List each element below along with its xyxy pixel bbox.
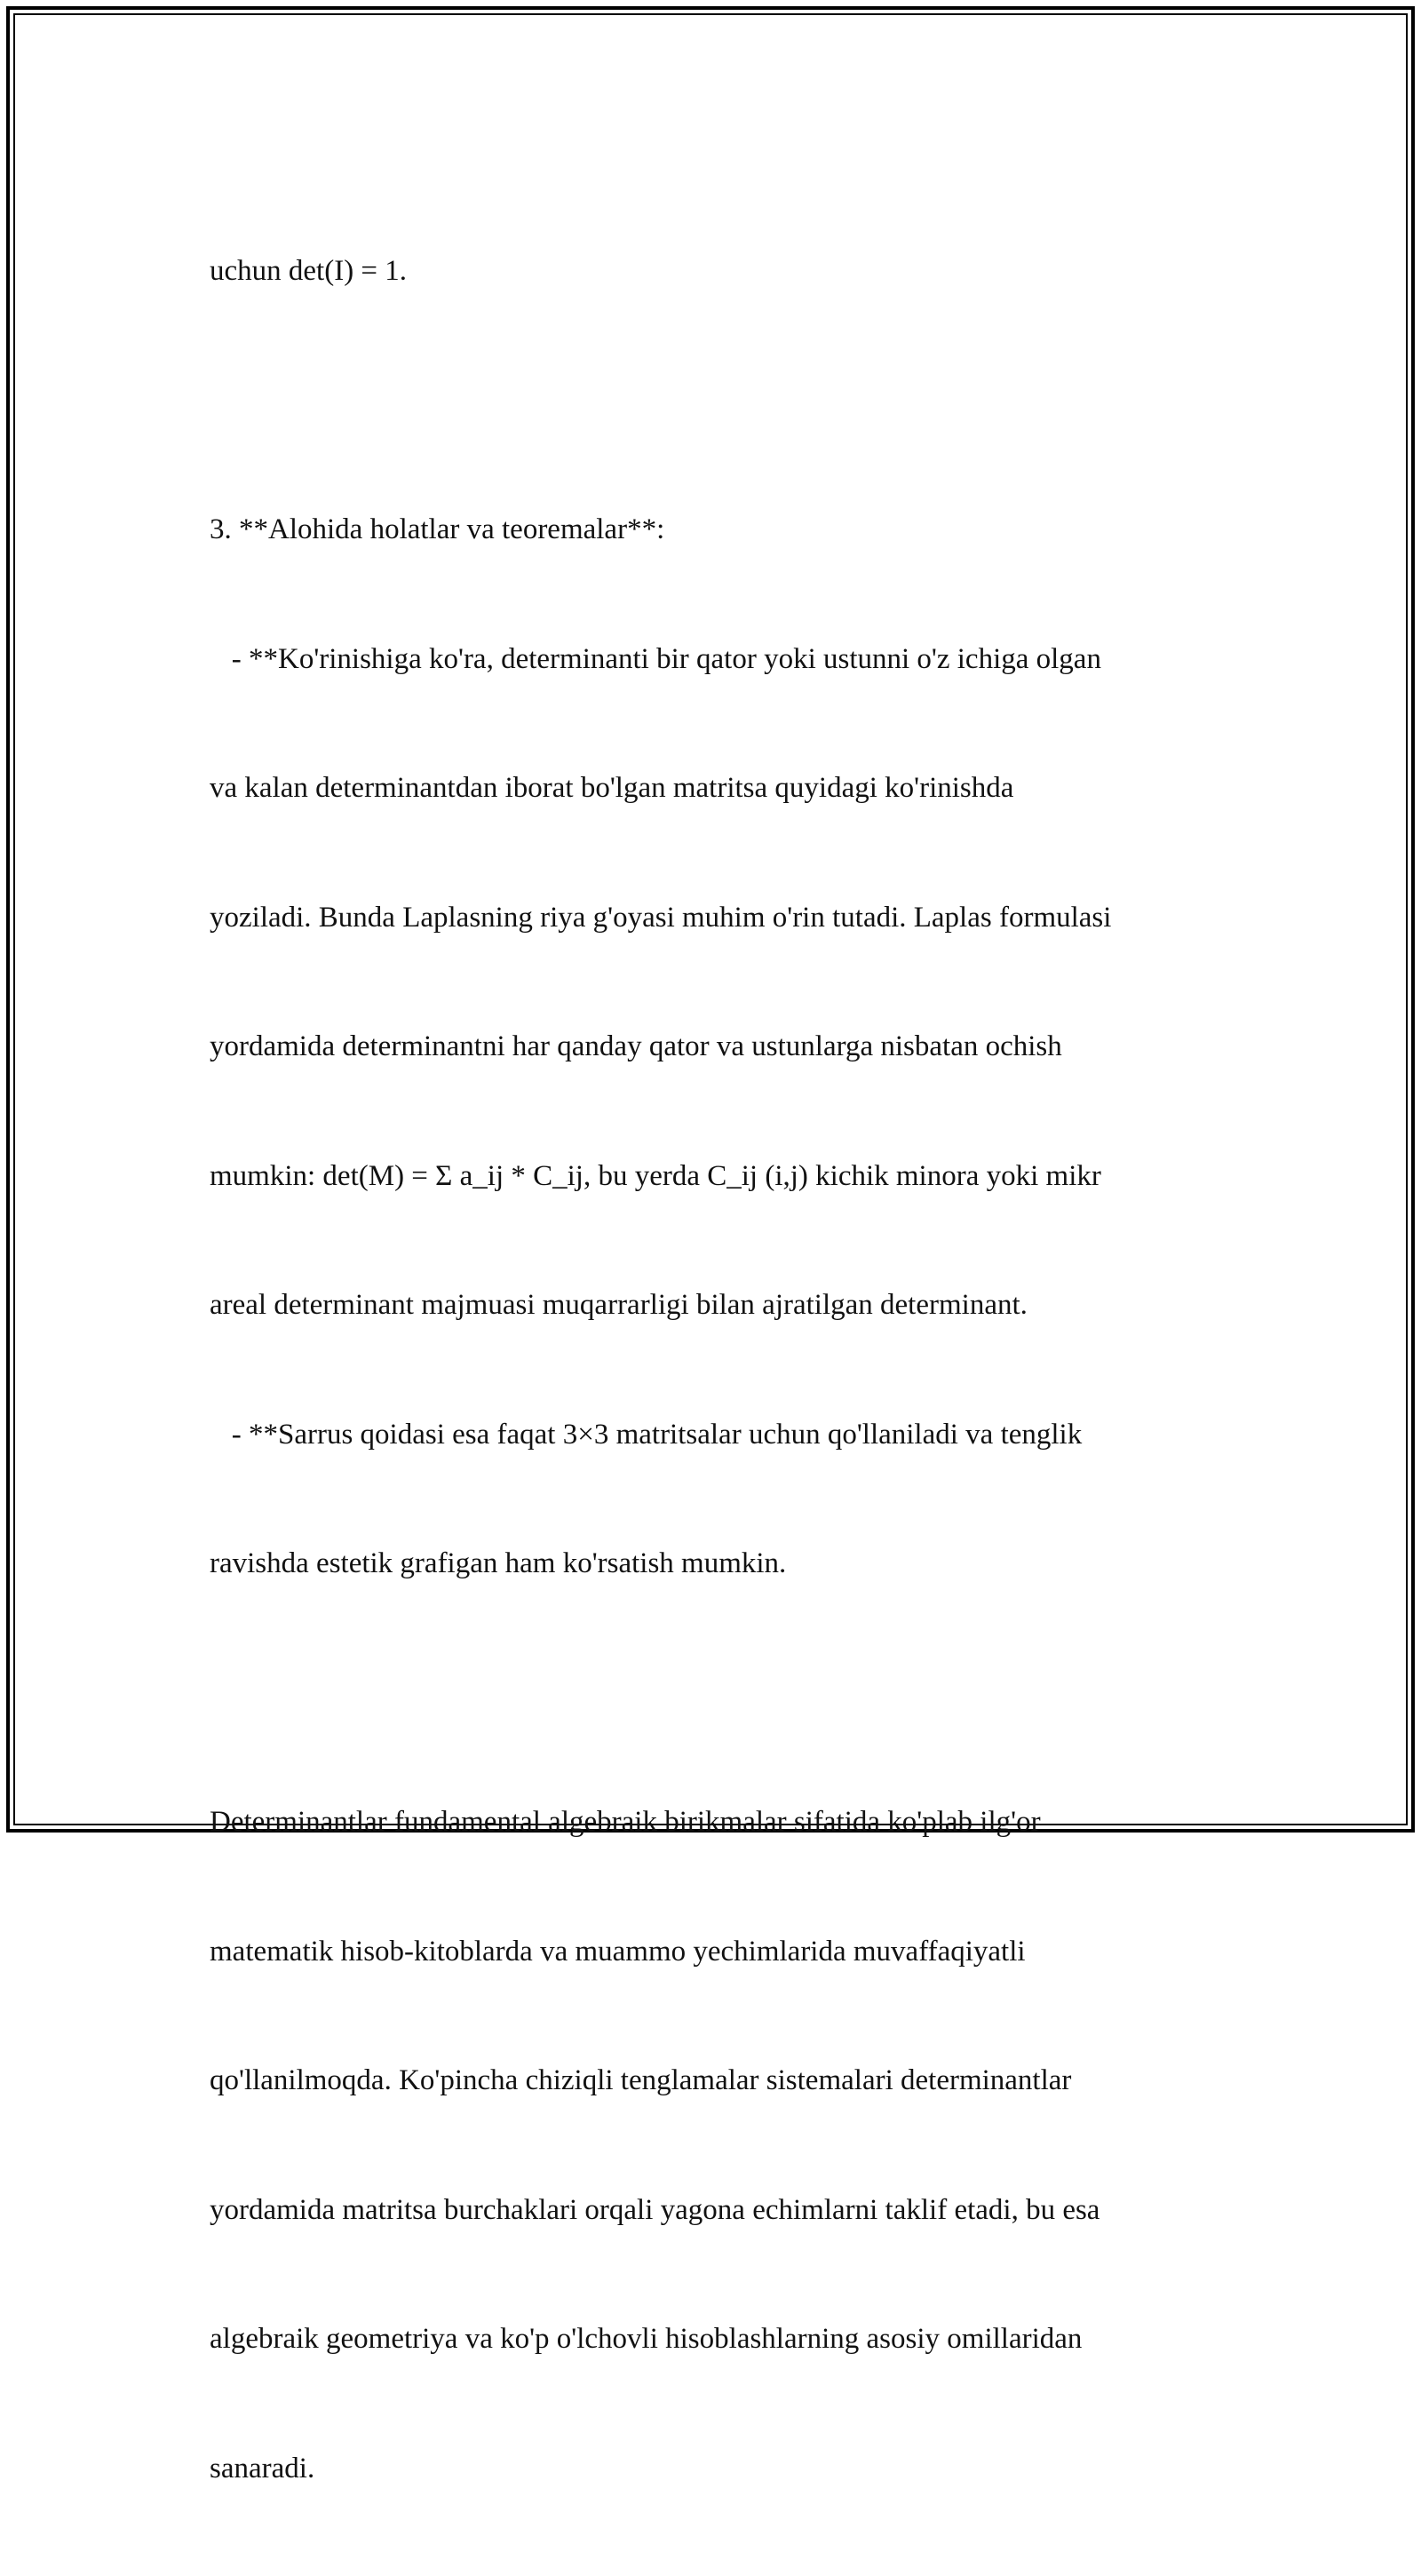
text-line: Determinantlar fundamental algebraik birikmalar sifatida ko'plab ilg'or	[210, 1806, 1041, 1838]
text-line: mumkin: det(M) = Σ a_ij * C_ij, bu yerda C_ij (i,j) kichik minora yoki mikr	[210, 1159, 1101, 1192]
document-body	[210, 163, 1231, 2576]
text-line: ravishda estetik grafigan ham ko'rsatish mumkin.	[210, 1547, 787, 1579]
text-line: uchun det(I) = 1.	[210, 255, 408, 287]
paragraph-section-3	[210, 422, 1231, 1672]
paragraph-conclusion	[210, 1714, 1231, 2576]
text-line: areal determinant majmuasi muqarrarligi bilan ajratilgan determinant.	[210, 1289, 1028, 1321]
text-line: sanaradi.	[210, 2452, 315, 2485]
text-line: yoziladi. Bunda Laplasning riya g'oyasi muhim o'rin tutadi. Laplas formulasi	[210, 901, 1112, 934]
text-line: qo'llanilmoqda. Ko'pincha chiziqli tenglamalar sistemalari determinantlar	[210, 2064, 1072, 2096]
text-line: va kalan determinantdan iborat bo'lgan matritsa quyidagi ko'rinishda	[210, 772, 1014, 804]
paragraph-continuation	[210, 163, 1231, 379]
section-heading: 3. **Alohida holatlar va teoremalar**:	[210, 513, 665, 545]
text-line: - **Sarrus qoidasi esa faqat 3×3 matritsalar uchun qo'llaniladi va tenglik	[210, 1418, 1083, 1451]
text-line: - **Ko'rinishiga ko'ra, determinanti bir qator yoki ustunni o'z ichiga olgan	[210, 642, 1101, 675]
text-line: algebraik geometriya va ko'p o'lchovli hisoblashlarning asosiy omillaridan	[210, 2323, 1083, 2355]
text-line: matematik hisob-kitoblarda va muammo yechimlarida muvaffaqiyatli	[210, 1935, 1026, 1968]
paragraph-spacer	[210, 379, 1231, 423]
text-line: yordamida matritsa burchaklari orqali yagona echimlarni taklif etadi, bu esa	[210, 2193, 1100, 2226]
text-line: yordamida determinantni har qanday qator va ustunlarga nisbatan ochish	[210, 1030, 1062, 1062]
paragraph-spacer	[210, 1672, 1231, 1715]
